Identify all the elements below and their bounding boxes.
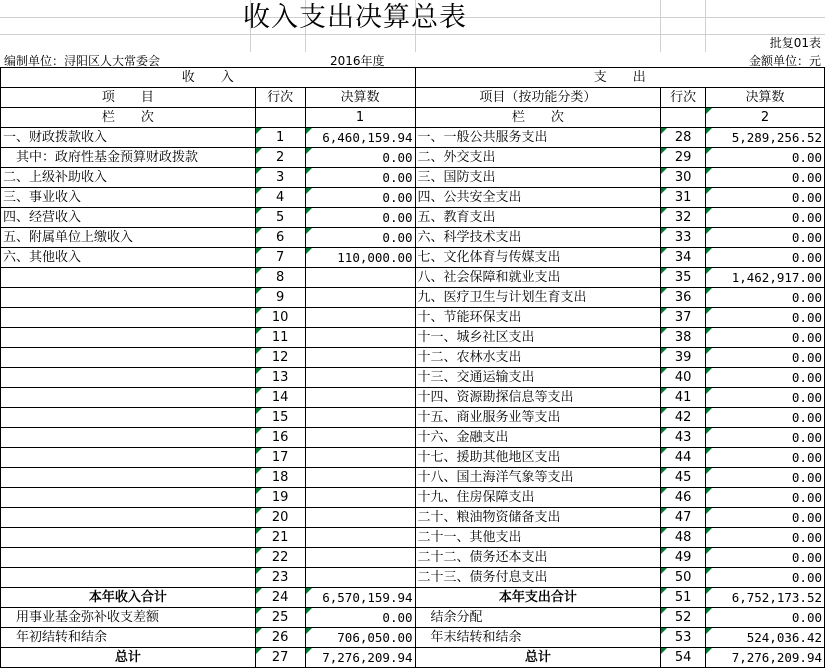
expense-row-number: 28 bbox=[661, 128, 706, 148]
income-row-number: 13 bbox=[255, 368, 305, 388]
income-item: 四、经营收入 bbox=[1, 208, 256, 228]
income-amount: 0.00 bbox=[305, 188, 415, 208]
expense-amount: 0.00 bbox=[706, 528, 825, 548]
expense-item: 二十一、其他支出 bbox=[415, 528, 661, 548]
income-amount bbox=[305, 368, 415, 388]
expense-item: 二十三、债务付息支出 bbox=[415, 568, 661, 588]
expense-amount: 0.00 bbox=[706, 148, 825, 168]
expense-row-number: 44 bbox=[661, 448, 706, 468]
expense-row-number: 51 bbox=[661, 588, 706, 608]
income-row-number: 4 bbox=[255, 188, 305, 208]
income-row-number: 11 bbox=[255, 328, 305, 348]
expense-row-number: 36 bbox=[661, 288, 706, 308]
income-amount: 6,570,159.94 bbox=[305, 588, 415, 608]
expense-item: 年末结转和结余 bbox=[415, 628, 661, 648]
form-code: 批复01表 bbox=[769, 36, 821, 50]
expense-amount: 7,276,209.94 bbox=[706, 648, 825, 668]
income-row-number: 16 bbox=[255, 428, 305, 448]
income-item: 用事业基金弥补收支差额 bbox=[1, 608, 256, 628]
lanci-label: 栏 次 bbox=[415, 108, 661, 128]
col-expense-rowno: 行次 bbox=[661, 88, 706, 108]
budget-table bbox=[0, 67, 825, 668]
income-amount bbox=[305, 388, 415, 408]
expense-amount: 0.00 bbox=[706, 228, 825, 248]
col-income-item: 项 目 bbox=[1, 88, 256, 108]
table-row bbox=[1, 548, 825, 568]
col-expense-item: 项目（按功能分类） bbox=[415, 88, 661, 108]
expense-item: 七、文化体育与传媒支出 bbox=[415, 248, 661, 268]
expense-amount: 0.00 bbox=[706, 428, 825, 448]
income-item bbox=[1, 368, 256, 388]
income-amount bbox=[305, 408, 415, 428]
expense-item: 二十二、债务还本支出 bbox=[415, 548, 661, 568]
income-amount: 0.00 bbox=[305, 608, 415, 628]
expense-row-number: 47 bbox=[661, 508, 706, 528]
currency-unit: 金额单位：元 bbox=[748, 54, 821, 68]
expense-row-number: 32 bbox=[661, 208, 706, 228]
income-amount bbox=[305, 508, 415, 528]
income-amount bbox=[305, 428, 415, 448]
expense-item: 九、医疗卫生与计划生育支出 bbox=[415, 288, 661, 308]
income-item: 三、事业收入 bbox=[1, 188, 256, 208]
expense-amount: 0.00 bbox=[706, 288, 825, 308]
income-item bbox=[1, 268, 256, 288]
income-item: 二、上级补助收入 bbox=[1, 168, 256, 188]
expense-row-number: 43 bbox=[661, 428, 706, 448]
income-row-number: 12 bbox=[255, 348, 305, 368]
table-row bbox=[1, 168, 825, 188]
income-amount: 0.00 bbox=[305, 148, 415, 168]
fiscal-year: 2016年度 bbox=[330, 54, 385, 68]
table-row bbox=[1, 308, 825, 328]
table-row bbox=[1, 348, 825, 368]
lanci-empty bbox=[661, 108, 706, 128]
expense-row-number: 33 bbox=[661, 228, 706, 248]
expense-row-number: 29 bbox=[661, 148, 706, 168]
income-row-number: 20 bbox=[255, 508, 305, 528]
expense-item: 十六、金融支出 bbox=[415, 428, 661, 448]
income-row-number: 24 bbox=[255, 588, 305, 608]
income-row-number: 9 bbox=[255, 288, 305, 308]
table-row bbox=[1, 148, 825, 168]
expense-amount: 524,036.42 bbox=[706, 628, 825, 648]
table-row bbox=[1, 528, 825, 548]
expense-amount: 0.00 bbox=[706, 328, 825, 348]
income-header: 收 入 bbox=[1, 68, 416, 88]
income-item: 总计 bbox=[1, 648, 256, 668]
income-item: 六、其他收入 bbox=[1, 248, 256, 268]
expense-item: 四、公共安全支出 bbox=[415, 188, 661, 208]
expense-amount: 0.00 bbox=[706, 608, 825, 628]
expense-row-number: 35 bbox=[661, 268, 706, 288]
expense-item: 二、外交支出 bbox=[415, 148, 661, 168]
expense-amount: 0.00 bbox=[706, 408, 825, 428]
expense-row-number: 52 bbox=[661, 608, 706, 628]
expense-amount: 0.00 bbox=[706, 508, 825, 528]
total-row bbox=[1, 608, 825, 628]
expense-amount: 0.00 bbox=[706, 188, 825, 208]
lanci-label: 栏 次 bbox=[1, 108, 256, 128]
expense-item: 八、社会保障和就业支出 bbox=[415, 268, 661, 288]
expense-amount: 0.00 bbox=[706, 308, 825, 328]
expense-item: 总计 bbox=[415, 648, 661, 668]
income-row-number: 2 bbox=[255, 148, 305, 168]
expense-item: 十一、城乡社区支出 bbox=[415, 328, 661, 348]
income-item bbox=[1, 388, 256, 408]
expense-item: 十五、商业服务业等支出 bbox=[415, 408, 661, 428]
income-amount bbox=[305, 568, 415, 588]
table-row bbox=[1, 268, 825, 288]
lanci-empty bbox=[255, 108, 305, 128]
income-item: 年初结转和结余 bbox=[1, 628, 256, 648]
income-item bbox=[1, 468, 256, 488]
expense-row-number: 49 bbox=[661, 548, 706, 568]
expense-amount: 0.00 bbox=[706, 448, 825, 468]
table-row bbox=[1, 368, 825, 388]
income-amount bbox=[305, 268, 415, 288]
income-item bbox=[1, 348, 256, 368]
expense-row-number: 40 bbox=[661, 368, 706, 388]
income-amount bbox=[305, 328, 415, 348]
income-amount: 0.00 bbox=[305, 168, 415, 188]
col-income-amount: 决算数 bbox=[305, 88, 415, 108]
income-item: 其中：政府性基金预算财政拨款 bbox=[1, 148, 256, 168]
income-item bbox=[1, 508, 256, 528]
expense-item: 十四、资源勘探信息等支出 bbox=[415, 388, 661, 408]
income-amount: 0.00 bbox=[305, 208, 415, 228]
expense-amount: 1,462,917.00 bbox=[706, 268, 825, 288]
table-row bbox=[1, 228, 825, 248]
income-amount bbox=[305, 448, 415, 468]
income-item bbox=[1, 308, 256, 328]
income-row-number: 18 bbox=[255, 468, 305, 488]
table-row bbox=[1, 388, 825, 408]
table-row bbox=[1, 328, 825, 348]
col-expense-amount: 决算数 bbox=[706, 88, 825, 108]
expense-item: 十七、援助其他地区支出 bbox=[415, 448, 661, 468]
income-item: 一、财政拨款收入 bbox=[1, 128, 256, 148]
income-row-number: 27 bbox=[255, 648, 305, 668]
expense-row-number: 54 bbox=[661, 648, 706, 668]
income-item: 五、附属单位上缴收入 bbox=[1, 228, 256, 248]
income-item bbox=[1, 488, 256, 508]
col-income-rowno: 行次 bbox=[255, 88, 305, 108]
income-item bbox=[1, 328, 256, 348]
income-row-number: 8 bbox=[255, 268, 305, 288]
income-item bbox=[1, 548, 256, 568]
expense-row-number: 38 bbox=[661, 328, 706, 348]
income-row-number: 21 bbox=[255, 528, 305, 548]
table-row bbox=[1, 568, 825, 588]
expense-item: 十八、国土海洋气象等支出 bbox=[415, 468, 661, 488]
income-amount: 706,050.00 bbox=[305, 628, 415, 648]
expense-amount: 0.00 bbox=[706, 348, 825, 368]
table-row bbox=[1, 468, 825, 488]
total-row bbox=[1, 648, 825, 668]
total-row bbox=[1, 628, 825, 648]
income-row-number: 25 bbox=[255, 608, 305, 628]
income-row-number: 15 bbox=[255, 408, 305, 428]
expense-item: 一、一般公共服务支出 bbox=[415, 128, 661, 148]
income-item bbox=[1, 448, 256, 468]
expense-item: 五、教育支出 bbox=[415, 208, 661, 228]
expense-item: 本年支出合计 bbox=[415, 588, 661, 608]
expense-amount: 0.00 bbox=[706, 488, 825, 508]
table-row bbox=[1, 128, 825, 148]
income-row-number: 19 bbox=[255, 488, 305, 508]
expense-row-number: 46 bbox=[661, 488, 706, 508]
lanci-col1: 1 bbox=[305, 108, 415, 128]
expense-row-number: 45 bbox=[661, 468, 706, 488]
table-row bbox=[1, 288, 825, 308]
income-row-number: 17 bbox=[255, 448, 305, 468]
income-amount: 0.00 bbox=[305, 228, 415, 248]
income-row-number: 10 bbox=[255, 308, 305, 328]
income-item bbox=[1, 288, 256, 308]
expense-amount: 0.00 bbox=[706, 168, 825, 188]
income-amount bbox=[305, 488, 415, 508]
table-row bbox=[1, 508, 825, 528]
income-item bbox=[1, 408, 256, 428]
income-amount bbox=[305, 468, 415, 488]
expense-amount: 0.00 bbox=[706, 568, 825, 588]
expense-item: 十二、农林水支出 bbox=[415, 348, 661, 368]
expense-row-number: 42 bbox=[661, 408, 706, 428]
expense-header: 支 出 bbox=[415, 68, 824, 88]
expense-item: 十三、交通运输支出 bbox=[415, 368, 661, 388]
income-item bbox=[1, 528, 256, 548]
expense-row-number: 53 bbox=[661, 628, 706, 648]
table-row bbox=[1, 408, 825, 428]
income-row-number: 5 bbox=[255, 208, 305, 228]
income-amount: 6,460,159.94 bbox=[305, 128, 415, 148]
expense-row-number: 30 bbox=[661, 168, 706, 188]
expense-amount: 0.00 bbox=[706, 248, 825, 268]
expense-row-number: 48 bbox=[661, 528, 706, 548]
expense-item: 十九、住房保障支出 bbox=[415, 488, 661, 508]
income-row-number: 23 bbox=[255, 568, 305, 588]
income-amount bbox=[305, 288, 415, 308]
expense-item: 三、国防支出 bbox=[415, 168, 661, 188]
income-item: 本年收入合计 bbox=[1, 588, 256, 608]
expense-amount: 6,752,173.52 bbox=[706, 588, 825, 608]
income-amount bbox=[305, 348, 415, 368]
expense-row-number: 37 bbox=[661, 308, 706, 328]
total-row bbox=[1, 588, 825, 608]
expense-amount: 0.00 bbox=[706, 388, 825, 408]
expense-row-number: 31 bbox=[661, 188, 706, 208]
expense-item: 二十、粮油物资储备支出 bbox=[415, 508, 661, 528]
expense-row-number: 50 bbox=[661, 568, 706, 588]
expense-row-number: 41 bbox=[661, 388, 706, 408]
table-row bbox=[1, 248, 825, 268]
income-row-number: 22 bbox=[255, 548, 305, 568]
table-row bbox=[1, 208, 825, 228]
income-item bbox=[1, 568, 256, 588]
income-amount bbox=[305, 308, 415, 328]
expense-row-number: 39 bbox=[661, 348, 706, 368]
expense-amount: 5,289,256.52 bbox=[706, 128, 825, 148]
income-row-number: 3 bbox=[255, 168, 305, 188]
income-row-number: 7 bbox=[255, 248, 305, 268]
income-row-number: 1 bbox=[255, 128, 305, 148]
expense-row-number: 34 bbox=[661, 248, 706, 268]
table-row bbox=[1, 488, 825, 508]
expense-item: 六、科学技术支出 bbox=[415, 228, 661, 248]
income-row-number: 14 bbox=[255, 388, 305, 408]
expense-item: 结余分配 bbox=[415, 608, 661, 628]
income-amount: 7,276,209.94 bbox=[305, 648, 415, 668]
income-item bbox=[1, 428, 256, 448]
lanci-col2: 2 bbox=[706, 108, 825, 128]
expense-amount: 0.00 bbox=[706, 548, 825, 568]
expense-item: 十、节能环保支出 bbox=[415, 308, 661, 328]
income-amount bbox=[305, 528, 415, 548]
income-row-number: 6 bbox=[255, 228, 305, 248]
compiling-unit: 编制单位：浔阳区人大常委会 bbox=[4, 54, 161, 68]
report-title: 收入支出决算总表 bbox=[243, 2, 467, 33]
income-row-number: 26 bbox=[255, 628, 305, 648]
table-row bbox=[1, 428, 825, 448]
expense-amount: 0.00 bbox=[706, 368, 825, 388]
table-row bbox=[1, 188, 825, 208]
expense-amount: 0.00 bbox=[706, 208, 825, 228]
expense-amount: 0.00 bbox=[706, 468, 825, 488]
income-amount: 110,000.00 bbox=[305, 248, 415, 268]
table-row bbox=[1, 448, 825, 468]
income-amount bbox=[305, 548, 415, 568]
